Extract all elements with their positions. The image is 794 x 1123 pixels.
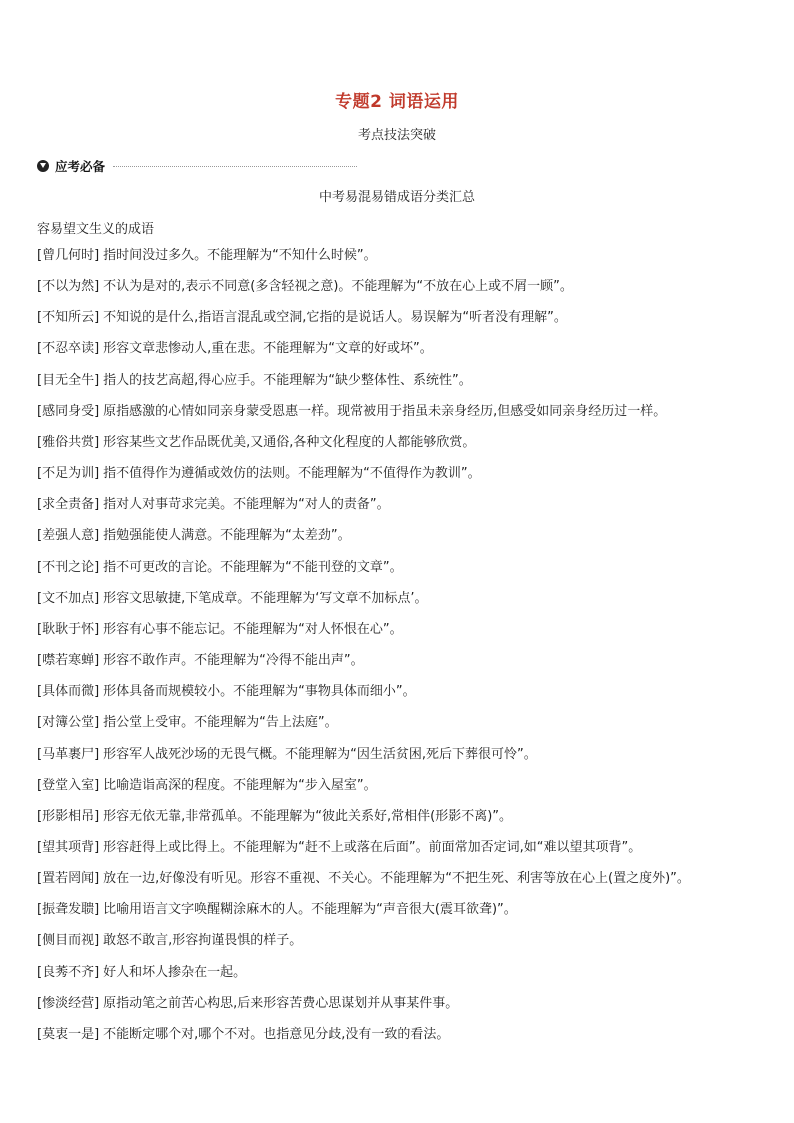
idiom-definition: 指不值得作为遵循或效仿的法则。不能理解为“不值得作为教训”。 xyxy=(103,466,481,482)
idiom-entry xyxy=(37,712,767,743)
page-subtitle: 考点技法突破 xyxy=(357,128,436,143)
idiom-term: [具体而微] xyxy=(37,684,100,700)
idiom-term: [惨淡经营] xyxy=(37,995,100,1011)
idiom-term: [感同身受] xyxy=(37,403,100,419)
idiom-entry xyxy=(37,837,767,868)
idiom-entry xyxy=(37,557,767,588)
section-header xyxy=(37,156,357,176)
idiom-definition: 好人和坏人掺杂在一起。 xyxy=(103,964,247,980)
idiom-definition: 放在一边,好像没有听见。形容不重视、不关心。不能理解为“不把生死、利害等放在心上(置之度外)”。 xyxy=(103,871,690,887)
idiom-term: [形影相吊] xyxy=(37,808,100,824)
idiom-term: [差强人意] xyxy=(37,528,100,544)
idiom-definition: 比喻造诣高深的程度。不能理解为“步入屋室”。 xyxy=(103,777,377,793)
idiom-term: [良莠不齐] xyxy=(37,964,100,980)
idiom-definition: 指人的技艺高超,得心应手。不能理解为“缺少整体性、系统性”。 xyxy=(103,372,472,388)
chevron-down-circle-icon xyxy=(37,160,49,172)
idiom-term: [文不加点] xyxy=(37,590,100,606)
idiom-term: [侧目而视] xyxy=(37,933,100,949)
idiom-definition: 形容无依无靠,非常孤单。不能理解为“彼此关系好,常相伴(形影不离)”。 xyxy=(103,808,513,824)
idiom-entry xyxy=(37,432,767,463)
content-heading: 中考易混易错成语分类汇总 xyxy=(318,190,475,205)
idiom-entry xyxy=(37,307,767,338)
idiom-term: [登堂入室] xyxy=(37,777,100,793)
idiom-definition: 不认为是对的,表示不同意(多含轻视之意)。不能理解为“不放在心上或不屑一顾”。 xyxy=(103,279,573,295)
idiom-definition: 形体具备而规模较小。不能理解为“事物具体而细小”。 xyxy=(103,684,416,700)
idiom-entry xyxy=(37,463,767,494)
idiom-entry xyxy=(37,650,767,681)
idiom-definition: 敢怒不敢言,形容拘谨畏惧的样子。 xyxy=(103,933,303,949)
idiom-term: [噤若寒蝉] xyxy=(37,653,100,669)
idiom-definition: 形容赶得上或比得上。不能理解为“赶不上或落在后面”。前面常加否定词,如“难以望其项背”。 xyxy=(103,839,642,855)
idiom-entry xyxy=(37,338,767,369)
idiom-entry xyxy=(37,899,767,930)
idiom-term: [望其项背] xyxy=(37,839,100,855)
idiom-term: [目无全牛] xyxy=(37,372,100,388)
idiom-entry xyxy=(37,370,767,401)
section-label: 应考必备 xyxy=(55,159,106,174)
idiom-term: [求全责备] xyxy=(37,497,100,513)
idiom-term: [不刊之论] xyxy=(37,559,100,575)
idiom-definition: 形容有心事不能忘记。不能理解为“对人怀恨在心”。 xyxy=(103,621,403,637)
idiom-entry xyxy=(37,962,767,993)
idiom-term: [马革裹尸] xyxy=(37,746,100,762)
idiom-term: [不知所云] xyxy=(37,310,100,326)
idiom-term: [振聋发聩] xyxy=(37,902,100,918)
idiom-term: [不足为训] xyxy=(37,466,100,482)
idiom-entry xyxy=(37,681,767,712)
idiom-definition: 形容文章悲惨动人,重在悲。不能理解为“文章的好或坏”。 xyxy=(103,341,433,357)
idiom-term: [对簿公堂] xyxy=(37,715,100,731)
category-label: 容易望文生义的成语 xyxy=(37,222,155,237)
idiom-term: [置若罔闻] xyxy=(37,871,100,887)
idiom-entry xyxy=(37,806,767,837)
idiom-entry xyxy=(37,744,767,775)
idiom-definition: 比喻用语言文字唤醒糊涂麻木的人。不能理解为“声音很大(震耳欲聋)”。 xyxy=(103,902,517,918)
idiom-definition: 指公堂上受审。不能理解为“告上法庭”。 xyxy=(103,715,338,731)
idiom-term: [莫衷一是] xyxy=(37,1026,100,1042)
idiom-definition: 指对人对事苛求完美。不能理解为“对人的责备”。 xyxy=(103,497,390,513)
idiom-entry xyxy=(37,245,767,276)
idiom-definition: 指不可更改的言论。不能理解为“不能刊登的文章”。 xyxy=(103,559,403,575)
idiom-entry xyxy=(37,930,767,961)
idiom-definition: 指勉强能使人满意。不能理解为“太差劲”。 xyxy=(103,528,351,544)
idiom-definition: 不能断定哪个对,哪个不对。也指意见分歧,没有一致的看法。 xyxy=(103,1026,450,1042)
idiom-entry xyxy=(37,401,767,432)
idiom-definition: 原指动笔之前苦心构思,后来形容苦费心思谋划并从事某件事。 xyxy=(103,995,459,1011)
idiom-definition: 指时间没过多久。不能理解为“不知什么时候”。 xyxy=(103,248,377,263)
idiom-definition: 形容文思敏捷,下笔成章。不能理解为‘写文章不加标点’。 xyxy=(103,590,428,606)
idiom-entry xyxy=(37,619,767,650)
section-divider xyxy=(113,166,357,167)
idiom-definition: 不知说的是什么,指语言混乱或空洞,它指的是说话人。易误解为“听者没有理解”。 xyxy=(103,310,567,326)
idiom-term: [不忍卒读] xyxy=(37,341,100,357)
idiom-list xyxy=(37,245,767,1055)
idiom-term: [曾几何时] xyxy=(37,248,100,263)
idiom-entry xyxy=(37,494,767,525)
idiom-definition: 形容某些文艺作品既优美,又通俗,各种文化程度的人都能够欣赏。 xyxy=(103,434,476,450)
idiom-entry xyxy=(37,588,767,619)
idiom-entry xyxy=(37,276,767,307)
idiom-entry xyxy=(37,993,767,1024)
idiom-entry xyxy=(37,1024,767,1055)
idiom-entry xyxy=(37,775,767,806)
idiom-entry xyxy=(37,868,767,899)
idiom-entry xyxy=(37,525,767,556)
idiom-term: [不以为然] xyxy=(37,279,100,295)
idiom-term: [雅俗共赏] xyxy=(37,434,100,450)
page-title: 专题2 词语运用 xyxy=(335,92,459,112)
idiom-definition: 形容不敢作声。不能理解为“冷得不能出声”。 xyxy=(103,653,364,669)
idiom-definition: 原指感激的心情如同亲身蒙受恩惠一样。现常被用于指虽未亲身经历,但感受如同亲身经历过一样。 xyxy=(103,403,667,419)
idiom-term: [耿耿于怀] xyxy=(37,621,100,637)
idiom-definition: 形容军人战死沙场的无畏气概。不能理解为“因生活贫困,死后下葬很可怜”。 xyxy=(103,746,537,762)
